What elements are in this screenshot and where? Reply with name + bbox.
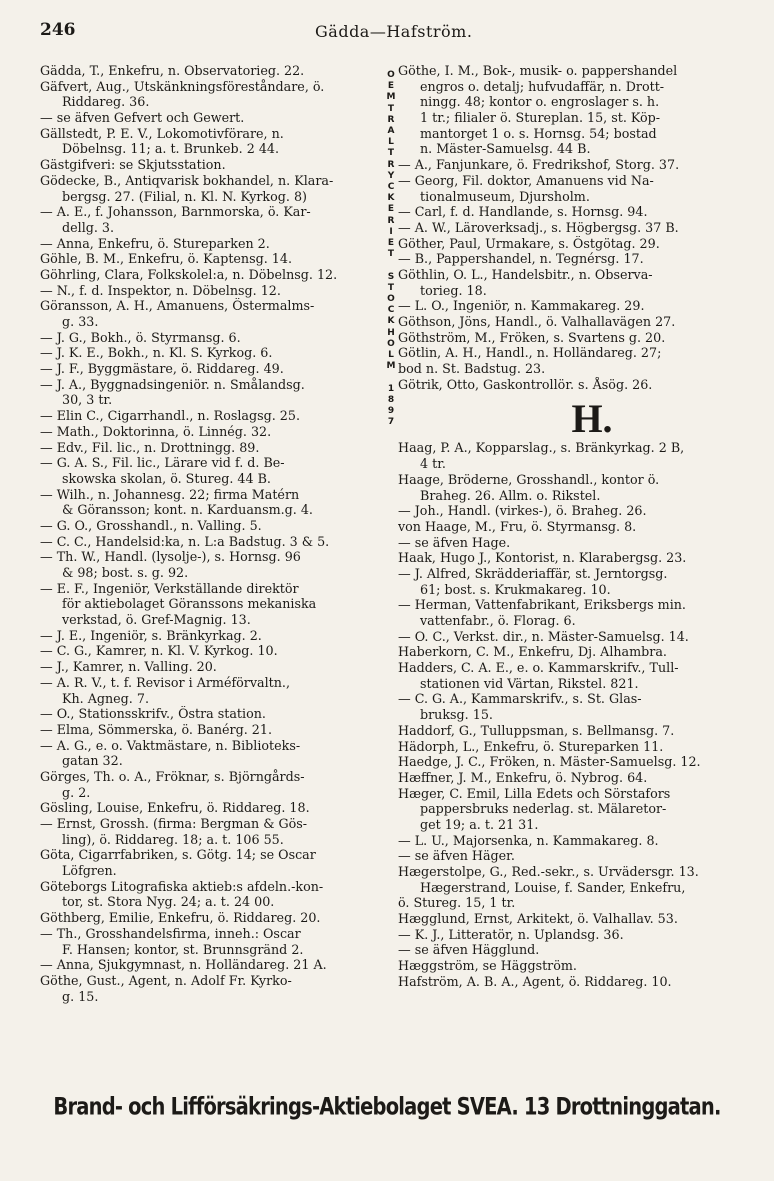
directory-entry-line: — Th. W., Handl. (lysolje-), s. Hornsg. 96 — [40, 549, 301, 565]
directory-entry-line: Haag, P. A., Kopparslag., s. Bränkyrkag. 2 B, — [398, 440, 685, 456]
page-number: 246 — [40, 20, 76, 40]
directory-entry-line: — J., Kamrer, n. Valling. 20. — [40, 659, 217, 675]
directory-entry-line: Kh. Agneg. 7. — [62, 690, 149, 706]
divider-letter — [385, 260, 397, 271]
directory-entry-line: Hæggström, se Häggström. — [398, 958, 577, 974]
directory-entry-line: ö. Stureg. 15, 1 tr. — [398, 895, 516, 911]
directory-entry-line: — L. U., Majorsenka, n. Kammakareg. 8. — [398, 832, 659, 848]
directory-entry-line: — E. F., Ingeniör, Verkställande direktör — [40, 580, 299, 596]
directory-entry-line: mantorget 1 o. s. Hornsg. 54; bostad — [420, 125, 657, 141]
left-column — [40, 63, 383, 1004]
directory-entry-line: Haak, Hugo J., Kontorist, n. Klarabergsg. 23. — [398, 550, 687, 566]
divider-letter: T — [387, 148, 395, 159]
directory-entry-line: — O., Stationsskrifv., Östra station. — [40, 706, 266, 722]
directory-entry-line: — J. A., Byggnadsingeniör. n. Smålandsg. — [40, 376, 305, 392]
directory-entry-line: Gästgifveri: se Skjutsstation. — [40, 157, 226, 173]
directory-entry-line: Göthström, M., Fröken, s. Svartens g. 20. — [398, 329, 666, 345]
directory-entry-line: 4 tr. — [420, 456, 446, 472]
directory-entry-line: g. 2. — [62, 784, 91, 800]
directory-entry-line: Göthberg, Emilie, Enkefru, ö. Riddareg. 20. — [40, 910, 321, 926]
directory-entry-line: — B., Pappershandel, n. Tegnérsg. 17. — [398, 251, 644, 267]
directory-entry-line: Hæger, C. Emil, Lilla Edets och Sörstafors — [398, 785, 671, 801]
divider-letter: K — [387, 316, 395, 327]
directory-entry-line: — C. G. A., Kammarskrifv., s. St. Glas- — [398, 691, 642, 707]
directory-entry-line: — Wilh., n. Johannesg. 22; firma Matérn — [40, 486, 300, 502]
directory-entry-line: Döbelnsg. 11; a. t. Brunkeb. 2 44. — [62, 141, 280, 157]
directory-entry-line: — J. Alfred, Skrädderiaffär, st. Jerntorgsg. — [398, 565, 668, 581]
directory-entry-line: Göthe, I. M., Bok-, musik- o. pappershandel — [398, 63, 678, 78]
directory-entry-line: — Edv., Fil. lic., n. Drottningg. 89. — [40, 439, 260, 455]
directory-entry-line: — Math., Doktorinna, ö. Linnég. 32. — [40, 423, 272, 439]
divider-letter: R — [387, 215, 395, 226]
directory-entry-line: skowska skolan, ö. Stureg. 44 B. — [62, 470, 271, 486]
divider-letter: C — [387, 182, 395, 193]
page-header-title: Gädda—Hafström. — [315, 22, 473, 41]
directory-entry-line: — Elin C., Cigarrhandl., n. Roslagsg. 25. — [40, 408, 300, 424]
divider-letter: E — [387, 204, 395, 215]
directory-entry-line: vattenfabr., ö. Florag. 6. — [420, 613, 576, 628]
directory-entry-line: bergsg. 27. (Filial, n. Kl. N. Kyrkog. 8) — [62, 188, 307, 204]
directory-entry-line: — J. G., Bokh., ö. Styrmansg. 6. — [40, 329, 241, 345]
column-divider-imprint — [385, 70, 397, 1070]
directory-entry-line: Götlin, A. H., Handl., n. Holländareg. 27; — [398, 345, 662, 361]
directory-entry-line: — A., Fanjunkare, ö. Fredrikshof, Storg. 37. — [398, 157, 680, 173]
directory-entry-line: — se äfven Gefvert och Gewert. — [40, 110, 245, 126]
directory-entry-line: — A. G., e. o. Vaktmästare, n. Biblioteks- — [40, 737, 301, 753]
directory-entry-line: — Herman, Vattenfabrikant, Eriksbergs min. — [398, 597, 686, 613]
directory-entry-line: Hæffner, J. M., Enkefru, ö. Nybrog. 64. — [398, 769, 648, 785]
divider-letter: A — [387, 126, 395, 137]
right-column — [398, 63, 746, 990]
directory-entry-line: Hädorph, L., Enkefru, ö. Stureparken 11. — [398, 738, 664, 754]
divider-letter: 9 — [387, 406, 395, 417]
directory-entry-line: 30, 3 tr. — [62, 392, 113, 408]
directory-entry-line: get 19; a. t. 21 31. — [420, 816, 539, 832]
divider-letter: T — [387, 249, 395, 260]
directory-entry-line: ling), ö. Riddareg. 18; a. t. 106 55. — [62, 831, 284, 847]
divider-letter: Y — [387, 170, 395, 181]
directory-entry-line: Haedge, J. C., Fröken, n. Mäster-Samuelsg. 12. — [398, 754, 701, 770]
page-header — [0, 20, 774, 40]
directory-entry-line: bruksg. 15. — [420, 707, 493, 723]
directory-entry-line: — Carl, f. d. Handlande, s. Hornsg. 94. — [398, 204, 648, 220]
directory-entry-line: tionalmuseum, Djursholm. — [420, 188, 590, 204]
divider-letter: L — [388, 137, 394, 148]
directory-entry-line: Haddorf, G., Tulluppsman, s. Bellmansg. 7. — [398, 722, 675, 738]
divider-letter: R — [387, 159, 395, 170]
divider-letter: M — [386, 92, 396, 103]
directory-entry-line: & 98; bost. s. g. 92. — [62, 565, 189, 580]
directory-entry-line: Gäfvert, Aug., Utskänkningsföreståndare, ö. — [40, 78, 325, 94]
divider-letter: L — [388, 350, 394, 361]
divider-letter: M — [386, 361, 396, 372]
directory-entry-line: bod n. St. Badstug. 23. — [398, 361, 546, 377]
directory-entry-line: stationen vid Värtan, Rikstel. 821. — [420, 675, 639, 691]
directory-entry-line: — Elma, Sömmerska, ö. Banérg. 21. — [40, 721, 272, 737]
directory-entry-line: Hægerstrand, Louise, f. Sander, Enkefru, — [420, 879, 686, 895]
directory-entry-line: Haberkorn, C. M., Enkefru, Dj. Alhambra. — [398, 644, 667, 660]
directory-entry-line: — L. O., Ingeniör, n. Kammakareg. 29. — [398, 298, 645, 314]
directory-entry-line: dellg. 3. — [62, 219, 115, 235]
divider-letter: E — [387, 81, 395, 92]
directory-entry-line: — se äfven Häger. — [398, 848, 515, 864]
directory-entry-line: — A. E., f. Johansson, Barnmorska, ö. Kar- — [40, 204, 311, 220]
directory-entry-line: — J. K. E., Bokh., n. Kl. S. Kyrkog. 6. — [40, 345, 273, 361]
divider-letter — [385, 372, 397, 383]
directory-entry-line: Göransson, A. H., Amanuens, Östermalms- — [40, 298, 315, 314]
directory-entry-line: Göta, Cigarrfabriken, s. Götg. 14; se Oscar — [40, 847, 316, 863]
directory-entry-line: Göhrling, Clara, Folkskolel:a, n. Döbelnsg. 12. — [40, 266, 338, 282]
directory-entry-line: von Haage, M., Fru, ö. Styrmansg. 8. — [398, 518, 637, 534]
directory-entry-line: & Göransson; kont. n. Karduansm.g. 4. — [62, 502, 313, 518]
directory-entry-line: — Georg, Fil. doktor, Amanuens vid Na- — [398, 172, 654, 188]
divider-letter: O — [387, 70, 395, 80]
directory-entry-line: 1 tr.; filialer ö. Stureplan. 15, st. Köp- — [420, 110, 661, 126]
directory-entry-line: Hafström, A. B. A., Agent, ö. Riddareg. 10. — [398, 973, 672, 989]
directory-entry-line: — A. R. V., t. f. Revisor i Arméförvaltn., — [40, 674, 290, 690]
directory-entry-line: Braheg. 26. Allm. o. Rikstel. — [420, 487, 601, 503]
divider-letter: T — [387, 103, 395, 114]
directory-entry-line: — Anna, Sjukgymnast, n. Holländareg. 21 A. — [40, 957, 327, 973]
directory-entry-line: engros o. detalj; hufvudaffär, n. Drott- — [420, 78, 665, 94]
directory-entry-line: Hægglund, Ernst, Arkitekt, ö. Valhallav. 53. — [398, 911, 678, 927]
directory-entry-line: Göther, Paul, Urmakare, s. Östgötag. 29. — [398, 235, 660, 251]
divider-letter: 1 — [387, 383, 395, 394]
directory-entry-line: — N., f. d. Inspektor, n. Döbelnsg. 12. — [40, 282, 281, 298]
directory-entry-line: gatan 32. — [62, 753, 123, 769]
directory-entry-line: torieg. 18. — [420, 282, 487, 298]
directory-entry-line: — G. A. S., Fil. lic., Lärare vid f. d. Be- — [40, 455, 285, 471]
directory-entry-line: ningg. 48; kontor o. engroslager s. h. — [420, 94, 660, 110]
directory-entry-line: — Anna, Enkefru, ö. Stureparken 2. — [40, 235, 270, 251]
divider-letter: E — [387, 238, 395, 249]
directory-entry-line: — se äfven Hage. — [398, 534, 511, 550]
divider-letter: R — [387, 114, 395, 125]
directory-entry-line: tor, st. Stora Nyg. 24; a. t. 24 00. — [62, 894, 275, 910]
directory-entry-line: Gädda, T., Enkefru, n. Observatorieg. 22. — [40, 63, 305, 78]
footer-advertisement: Brand- och Lifförsäkrings-Aktiebolaget SVEA. 13 Drottninggatan. — [53, 1092, 721, 1121]
directory-entry-line: Löfgren. — [62, 863, 117, 879]
directory-entry-line: pappersbruks nederlag. st. Mälaretor- — [420, 801, 667, 817]
divider-letter: O — [387, 294, 395, 305]
directory-entry-line: — se äfven Hägglund. — [398, 942, 540, 958]
directory-entry-line: Göhle, B. M., Enkefru, ö. Kaptensg. 14. — [40, 251, 292, 267]
directory-entry-line: — A. W., Läroverksadj., s. Högbergsg. 37 B. — [398, 219, 679, 235]
directory-entry-line: — Th., Grosshandelsfirma, inneh.: Oscar — [40, 925, 301, 941]
directory-entry-line: Haage, Bröderne, Grosshandl., kontor ö. — [398, 471, 660, 487]
directory-entry-line: Hadders, C. A. E., e. o. Kammarskrifv., Tull- — [398, 660, 679, 676]
directory-entry-line: Gällstedt, P. E. V., Lokomotivförare, n. — [40, 125, 284, 141]
directory-entry-line: Gödecke, B., Antiqvarisk bokhandel, n. Klara- — [40, 172, 334, 188]
divider-letter: K — [387, 193, 395, 204]
directory-entry-line: — K. J., Litteratör, n. Uplandsg. 36. — [398, 926, 624, 942]
directory-entry-line: — J. F., Byggmästare, ö. Riddareg. 49. — [40, 361, 284, 377]
directory-entry-line: — C. C., Handelsid:ka, n. L:a Badstug. 3 & 5. — [40, 533, 330, 549]
directory-entry-line: — O. C., Verkst. dir., n. Mäster-Samuelsg. 14. — [398, 628, 689, 644]
directory-entry-line: n. Mäster-Samuelsg. 44 B. — [420, 141, 591, 157]
directory-entry-line: 61; bost. s. Krukmakareg. 10. — [420, 581, 611, 597]
divider-letter: 7 — [387, 417, 395, 428]
directory-entry-line: — G. O., Grosshandl., n. Valling. 5. — [40, 517, 262, 533]
directory-entry-line: Göteborgs Litografiska aktieb:s afdeln.-kon- — [40, 878, 324, 894]
divider-letter: C — [387, 305, 395, 316]
directory-entry-line: Görges, Th. o. A., Fröknar, s. Björngårds- — [40, 768, 305, 784]
directory-entry-line: — Ernst, Grossh. (firma: Bergman & Gös- — [40, 816, 308, 831]
directory-entry-line: Hægerstolpe, G., Red.-sekr., s. Urvädersgr. 13. — [398, 864, 699, 879]
divider-letter: H — [387, 327, 395, 338]
directory-entry-line: för aktiebolaget Göranssons mekaniska — [62, 596, 317, 612]
directory-entry-line: Göthlin, O. L., Handelsbitr., n. Observa- — [398, 266, 653, 282]
directory-entry-line: Götrik, Otto, Gaskontrollör. s. Åsög. 26. — [398, 376, 653, 392]
directory-entry-line: Göthe, Gust., Agent, n. Adolf Fr. Kyrko- — [40, 972, 292, 988]
directory-entry-line: Gösling, Louise, Enkefru, ö. Riddareg. 18. — [40, 800, 310, 816]
directory-entry-line: verkstad, ö. Gref-Magnig. 13. — [62, 612, 251, 628]
divider-letter: T — [387, 282, 395, 293]
section-letter: H. — [571, 398, 613, 441]
directory-entry-line: g. 15. — [62, 988, 99, 1004]
directory-entry-line: Riddareg. 36. — [62, 94, 150, 110]
divider-letter: I — [389, 226, 393, 237]
directory-entry-line: g. 33. — [62, 314, 99, 329]
directory-entry-line: — J. E., Ingeniör, s. Bränkyrkag. 2. — [40, 627, 262, 643]
directory-entry-line: — Joh., Handl. (virkes-), ö. Braheg. 26. — [398, 503, 647, 519]
divider-letter: 8 — [387, 394, 395, 405]
directory-entry-line: — C. G., Kamrer, n. Kl. V. Kyrkog. 10. — [40, 643, 278, 659]
directory-entry-line: F. Hansen; kontor, st. Brunnsgränd 2. — [62, 941, 304, 957]
divider-letter: S — [387, 271, 395, 282]
directory-entry-line: Göthson, Jöns, Handl., ö. Valhallavägen 27. — [398, 314, 676, 329]
divider-letter: O — [387, 338, 395, 349]
